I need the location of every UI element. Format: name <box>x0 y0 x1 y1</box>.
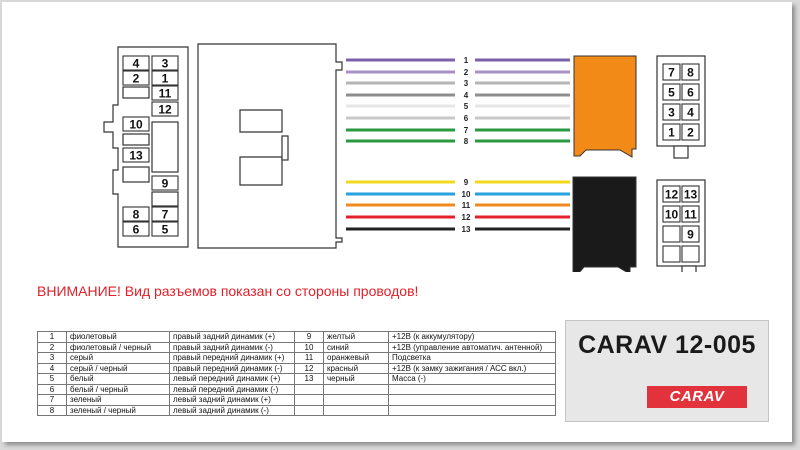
wire-label: 2 <box>463 68 469 77</box>
pin-number: 7 <box>161 207 169 222</box>
model-box <box>565 320 769 422</box>
black-connector <box>573 177 636 272</box>
wire-label: 12 <box>461 213 471 222</box>
pin-number: 8 <box>132 207 140 222</box>
table-cell-n: 4 <box>38 363 67 374</box>
bottom-pin-13 <box>682 186 699 202</box>
table-cell-desc2: Масса (-) <box>389 374 556 385</box>
pin-number: 11 <box>158 86 172 101</box>
left-pin-1 <box>152 71 178 86</box>
table-row <box>38 384 556 395</box>
brand-logo: CARAV <box>647 386 747 408</box>
table-cell-desc: левый задний динамик (+) <box>170 395 295 406</box>
pin-number: 6 <box>687 85 694 100</box>
wire-label: 10 <box>461 190 471 199</box>
table-cell-n2: 9 <box>295 332 324 343</box>
table-cell-desc2: Подсветка <box>389 353 556 364</box>
table-cell-n: 6 <box>38 384 67 395</box>
left-pin-8 <box>123 207 149 222</box>
wire-6 <box>346 114 570 123</box>
left-pin-6 <box>123 222 149 237</box>
wire-4 <box>346 91 570 100</box>
wire-11 <box>346 201 570 210</box>
wire-label: 6 <box>463 114 469 123</box>
pin-number: 3 <box>668 105 675 120</box>
pin-number: 13 <box>129 148 143 163</box>
bottom-pin-11 <box>682 206 699 222</box>
table-cell-desc: правый задний динамик (-) <box>170 342 295 353</box>
diagram-sheet <box>2 2 792 442</box>
table-cell-desc2 <box>389 384 556 395</box>
left-pin-5 <box>152 222 178 237</box>
table-row <box>38 332 556 343</box>
left-pin-9 <box>152 176 178 191</box>
table-cell-color2: оранжевый <box>324 353 389 364</box>
wire-3 <box>346 79 570 88</box>
table-row <box>38 363 556 374</box>
left-pin-3 <box>152 56 178 71</box>
left-pin-13 <box>123 148 149 163</box>
wire-5 <box>346 102 570 111</box>
pin-number: 8 <box>687 65 694 80</box>
table-cell-n2 <box>295 395 324 406</box>
table-cell-n2: 12 <box>295 363 324 374</box>
table-cell-n: 2 <box>38 342 67 353</box>
pin-number: 12 <box>158 102 172 117</box>
pin-number: 1 <box>161 71 169 86</box>
wire-label: 3 <box>463 79 469 88</box>
wire-12 <box>346 213 570 222</box>
pin-number: 6 <box>132 222 140 237</box>
wire-10 <box>346 190 570 199</box>
bottom-pin-10 <box>663 206 680 222</box>
warning-text: ВНИМАНИЕ! Вид разъемов показан со стороны проводов! <box>37 283 419 299</box>
table-cell-n: 3 <box>38 353 67 364</box>
table-cell-color2: синий <box>324 342 389 353</box>
top-pin-4 <box>682 104 699 120</box>
pin-number: 5 <box>161 222 169 237</box>
table-cell-n2: 10 <box>295 342 324 353</box>
wire-7 <box>346 126 570 135</box>
table-cell-desc: левый задний динамик (-) <box>170 405 295 416</box>
wire-label: 8 <box>463 137 469 146</box>
table-cell-color: белый / черный <box>67 384 170 395</box>
table-cell-desc2 <box>389 405 556 416</box>
table-row <box>38 353 556 364</box>
wire-label: 1 <box>463 56 469 65</box>
pin-number: 5 <box>668 85 675 100</box>
wire-label: 5 <box>463 102 469 111</box>
wire-label: 9 <box>463 178 469 187</box>
wire-label: 7 <box>463 126 469 135</box>
pin-number: 2 <box>132 71 140 86</box>
table-cell-n2 <box>295 405 324 416</box>
pin-number: 7 <box>668 65 675 80</box>
wire-9 <box>346 178 570 187</box>
table-cell-desc2: +12В (к аккумулятору) <box>389 332 556 343</box>
table-cell-desc: левый передний динамик (-) <box>170 384 295 395</box>
top-pin-3 <box>663 104 680 120</box>
table-cell-color2: желтый <box>324 332 389 343</box>
table-cell-color2 <box>324 384 389 395</box>
left-pin-7 <box>152 207 178 222</box>
table-row <box>38 395 556 406</box>
pin-number: 12 <box>664 187 679 202</box>
table-cell-color: фиолетовый <box>67 332 170 343</box>
middle-connector <box>198 44 342 248</box>
table-cell-desc: левый передний динамик (+) <box>170 374 295 385</box>
left-pin-10 <box>123 117 149 132</box>
table-cell-n: 5 <box>38 374 67 385</box>
table-cell-color: серый <box>67 353 170 364</box>
pin-number: 9 <box>161 176 169 191</box>
left-pin-12 <box>152 102 178 117</box>
table-row <box>38 405 556 416</box>
pinout-table <box>37 331 556 416</box>
table-row <box>38 342 556 353</box>
bottom-pin-12 <box>663 186 680 202</box>
top-pin-1 <box>663 124 680 140</box>
table-cell-desc2: +12В (управление автоматич. антенной) <box>389 342 556 353</box>
table-cell-color2 <box>324 395 389 406</box>
table-cell-color: зеленый / черный <box>67 405 170 416</box>
top-pin-8 <box>682 64 699 80</box>
table-cell-desc2: +12В (к замку зажигания / АСС вкл.) <box>389 363 556 374</box>
pin-number: 9 <box>687 227 694 242</box>
table-cell-desc: правый задний динамик (+) <box>170 332 295 343</box>
orange-connector <box>574 56 636 157</box>
table-cell-color2: черный <box>324 374 389 385</box>
pin-number: 4 <box>687 105 694 120</box>
pin-number: 11 <box>684 207 697 222</box>
left-pin-11 <box>152 86 178 101</box>
wire-label: 4 <box>463 91 469 100</box>
left-pin-2 <box>123 71 149 86</box>
pin-number: 3 <box>161 56 169 71</box>
table-row <box>38 374 556 385</box>
top-pin-2 <box>682 124 699 140</box>
pin-number: 1 <box>668 125 675 140</box>
table-cell-n2 <box>295 384 324 395</box>
pin-number: 13 <box>683 187 698 202</box>
wiring-diagram <box>2 2 792 272</box>
model-title: CARAV 12-005 <box>578 331 756 359</box>
table-cell-color2 <box>324 405 389 416</box>
wire-1 <box>346 56 570 65</box>
wire-8 <box>346 137 570 146</box>
table-cell-color2: красный <box>324 363 389 374</box>
table-cell-desc: правый передний динамик (+) <box>170 353 295 364</box>
bottom-pin-9 <box>682 226 699 242</box>
table-cell-color: фиолетовый / черный <box>67 342 170 353</box>
empty-pin-cell <box>663 226 680 242</box>
top-pin-7 <box>663 64 680 80</box>
table-cell-n: 8 <box>38 405 67 416</box>
table-cell-desc: правый передний динамик (-) <box>170 363 295 374</box>
wire-label: 13 <box>461 225 471 234</box>
top-pin-6 <box>682 84 699 100</box>
pin-number: 10 <box>664 207 679 222</box>
table-cell-color: зеленый <box>67 395 170 406</box>
empty-pin-cell <box>682 246 699 262</box>
table-cell-n2: 11 <box>295 353 324 364</box>
table-cell-n: 7 <box>38 395 67 406</box>
top-pin-5 <box>663 84 680 100</box>
pin-number: 10 <box>129 117 143 132</box>
wire-bundle <box>346 56 570 234</box>
table-cell-n: 1 <box>38 332 67 343</box>
table-cell-color: серый / черный <box>67 363 170 374</box>
pin-number: 2 <box>687 125 694 140</box>
wire-2 <box>346 68 570 77</box>
table-cell-n2: 13 <box>295 374 324 385</box>
pin-number: 4 <box>132 56 140 71</box>
wire-label: 11 <box>461 201 471 210</box>
table-cell-desc2 <box>389 395 556 406</box>
left-pin-4 <box>123 56 149 71</box>
table-cell-color: белый <box>67 374 170 385</box>
empty-pin-cell <box>663 246 680 262</box>
wire-13 <box>346 225 570 234</box>
